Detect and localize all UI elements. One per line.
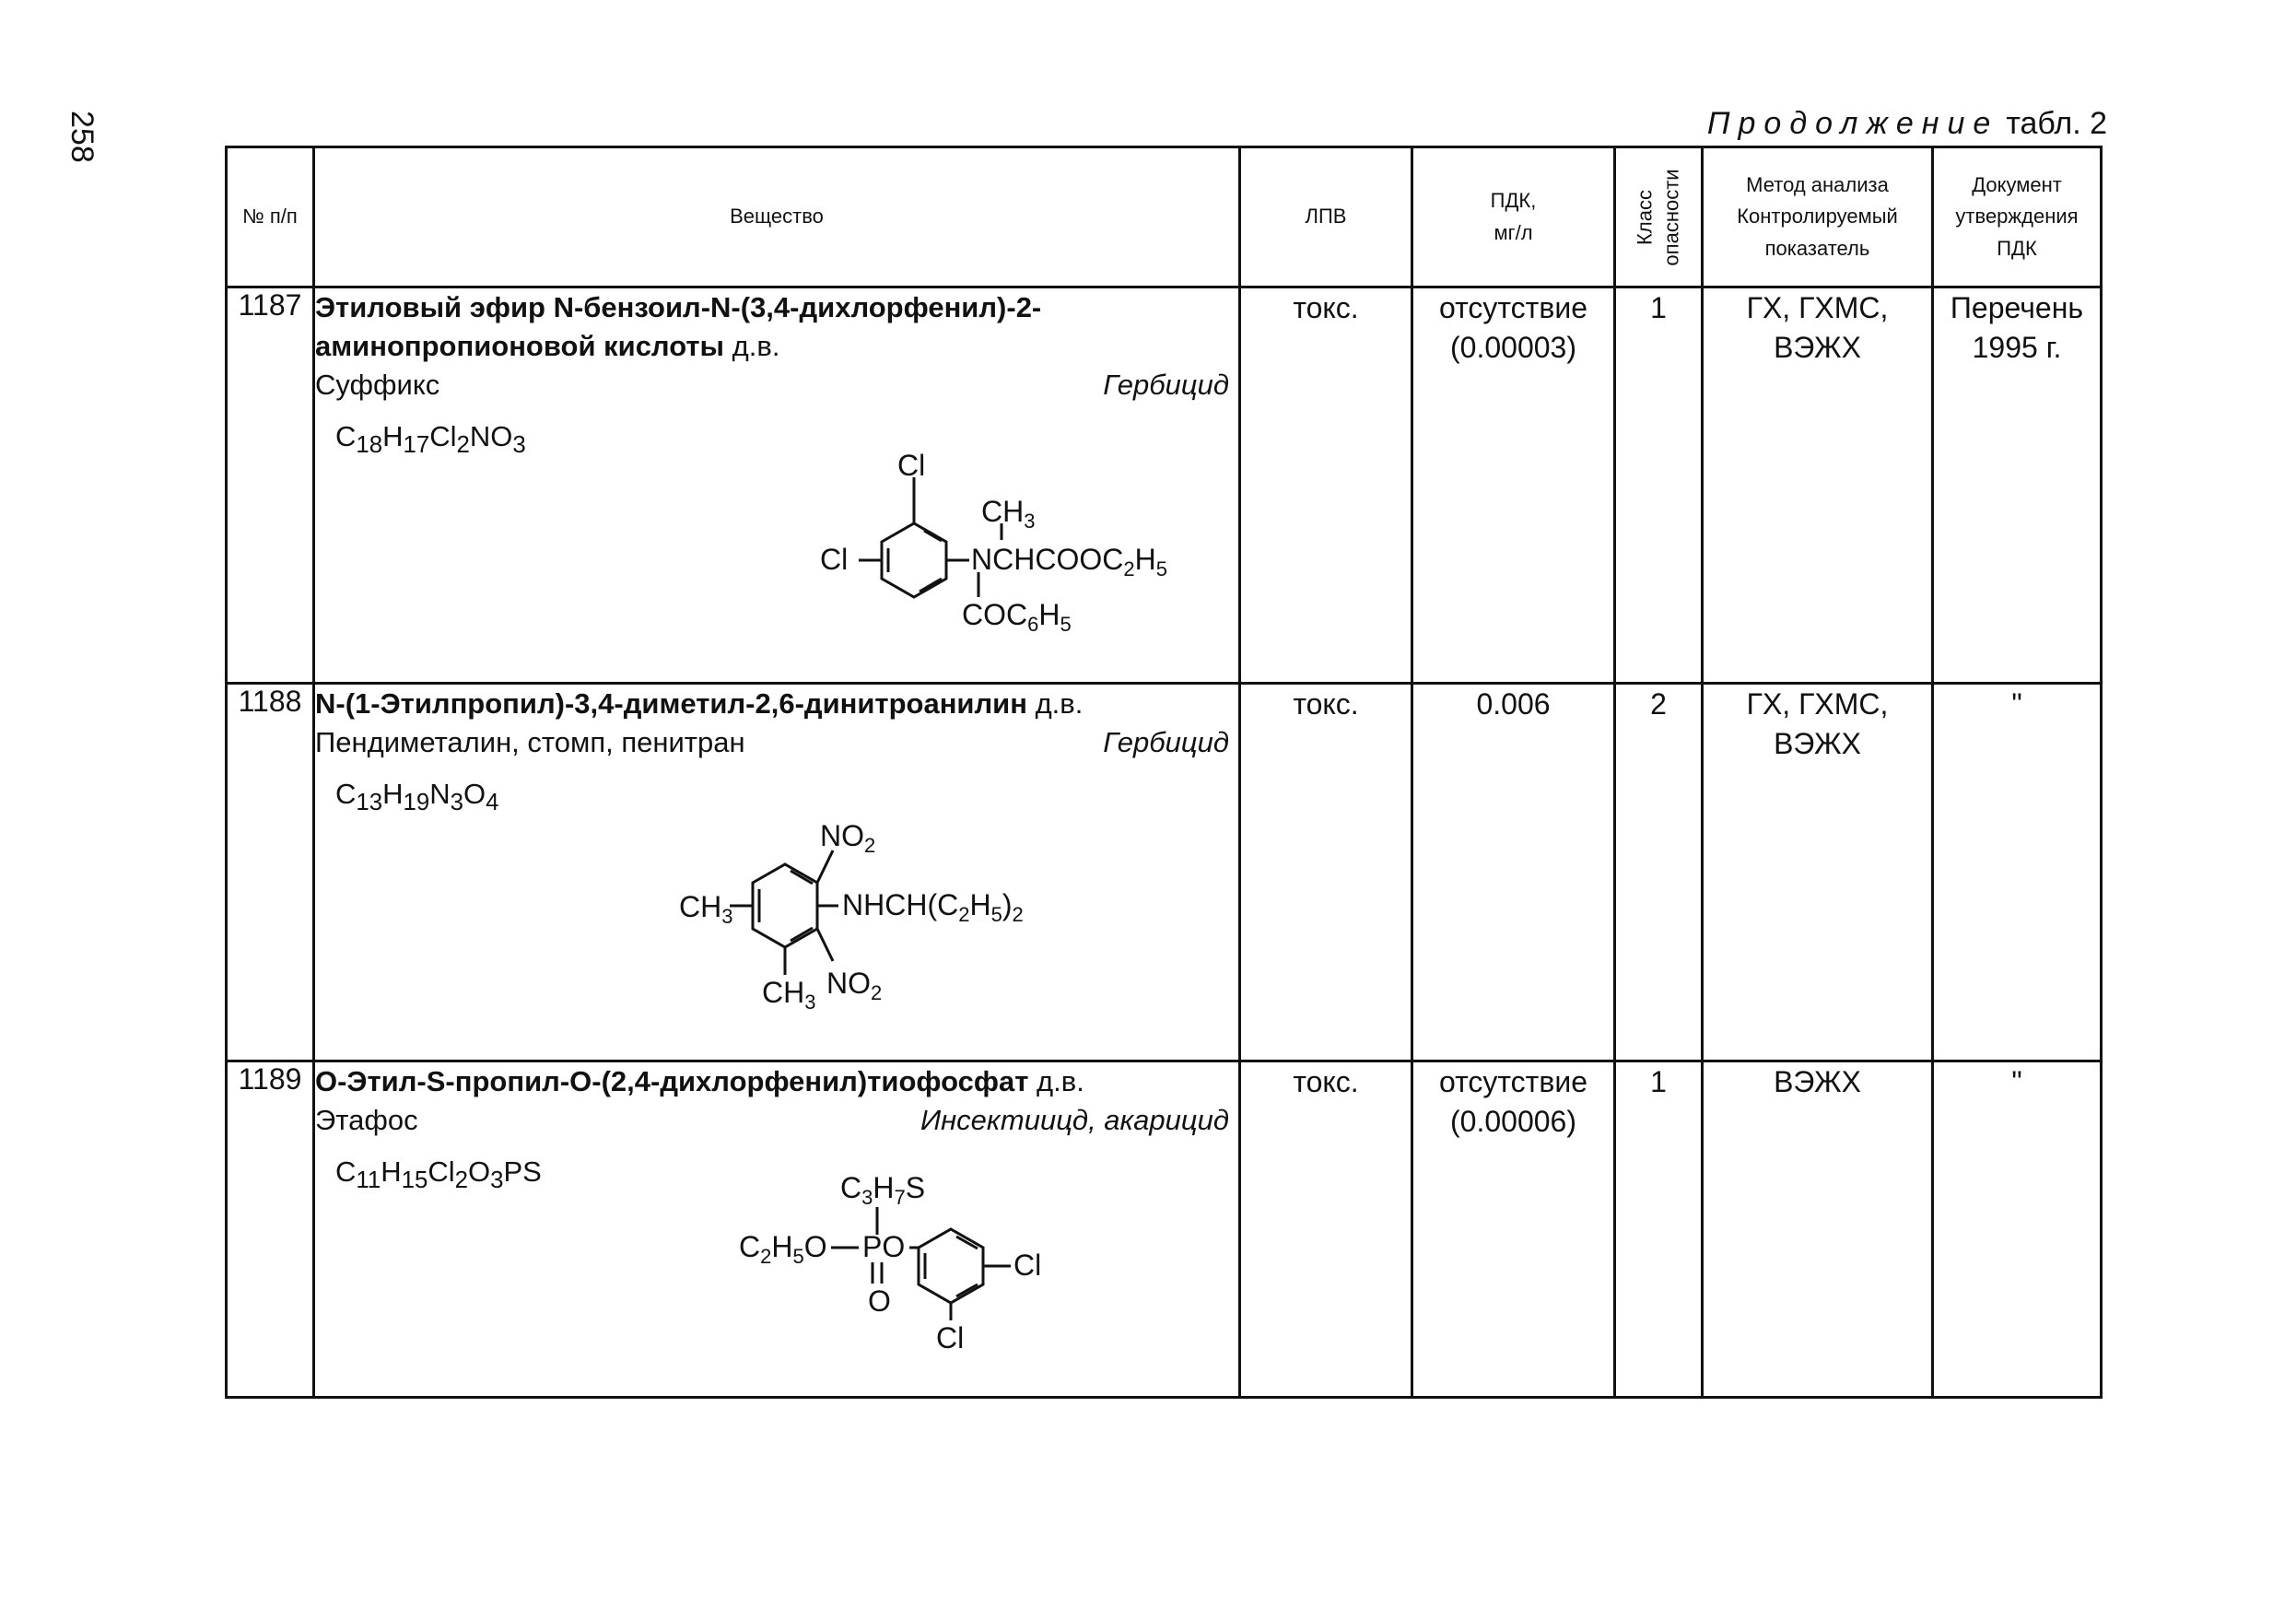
pdk-line2: (0.00003): [1450, 331, 1576, 365]
method-line1: ГХ, ГХМС,: [1746, 687, 1889, 721]
header-doc-line1: Документ: [1972, 173, 2062, 197]
hazard-class: 1: [1615, 1061, 1703, 1398]
row-number: 1188: [227, 684, 314, 1061]
substance-type: д.в.: [1028, 1065, 1084, 1097]
analysis-method: [1703, 684, 1933, 1061]
header-method: [1703, 147, 1933, 287]
pdk-line1: отсутствие: [1438, 1065, 1587, 1098]
pdk-line2: (0.00006): [1450, 1105, 1576, 1139]
substance-cell: [314, 684, 1240, 1061]
substance-name: [315, 288, 1238, 366]
molecular-formula: $C_{13}H_{19}N_3O_4$: [335, 777, 499, 815]
trade-line: [315, 366, 1238, 404]
chemical-name: N-(1-Этилпропил)-3,4-диметил-2,6-динитроанилин: [315, 687, 1027, 720]
chlorine-para: Cl: [1013, 1249, 1042, 1282]
chlorine-ortho: Cl: [936, 1321, 965, 1354]
propylthio-group: $C_3H_7S$: [840, 1171, 926, 1209]
pdk-line1: отсутствие: [1438, 291, 1587, 324]
header-num: № п/п: [227, 147, 314, 287]
nitro-bottom: $NO_2$: [826, 967, 883, 1004]
header-doc-line3: ПДК: [1997, 236, 2037, 260]
approval-document: [1933, 287, 2102, 684]
table-row: [227, 1061, 2102, 1398]
method-line1: ВЭЖХ: [1774, 1065, 1861, 1098]
trade-name: Этафос: [315, 1103, 418, 1136]
usage-type: Инсектиицд, акарицид: [920, 1103, 1229, 1136]
substance-cell: [314, 1061, 1240, 1398]
document-line2: 1995 г.: [1972, 331, 2062, 365]
pdk-value: [1412, 1061, 1615, 1398]
caption-table-ref: табл. 2: [2006, 106, 2107, 141]
structure-1188: [592, 795, 1107, 1044]
header-class: [1615, 147, 1703, 287]
pdk-value: [1412, 684, 1615, 1061]
header-method-line3: показатель: [1764, 236, 1870, 260]
molecular-formula: $C_{11}H_{15}Cl_2O_3PS$: [335, 1155, 542, 1193]
header-lpv: ЛПВ: [1240, 147, 1412, 287]
header-doc-line2: утверждения: [1955, 205, 2079, 229]
analysis-method: [1703, 1061, 1933, 1398]
header-method-line2: Контролируемый: [1737, 205, 1898, 229]
pdk-line1: 0.006: [1476, 687, 1551, 721]
document-line1: ": [2011, 687, 2022, 721]
pdk-value: [1412, 287, 1615, 684]
method-line2: ВЭЖХ: [1774, 727, 1861, 761]
row-number: 1187: [227, 287, 314, 684]
molecular-formula: $C_{18}H_{17}Cl_2NO_3$: [335, 419, 526, 458]
benzoyl-group: $COC_6H_5$: [962, 598, 1072, 636]
table-row: [227, 684, 2102, 1061]
pdk-table: [225, 146, 2103, 1399]
header-pdk-line2: мг/л: [1494, 220, 1533, 244]
document-line1: Перечень: [1950, 291, 2084, 324]
trade-name: Суффикс: [315, 368, 440, 401]
header-pdk: [1412, 147, 1615, 287]
phosphoryl-group: PO: [862, 1230, 906, 1263]
substance-type: д.в.: [1026, 687, 1084, 720]
row-number: 1189: [227, 1061, 314, 1398]
page-number: 258: [64, 111, 100, 163]
trade-line: [315, 1101, 1238, 1140]
method-line1: ГХ, ГХМС,: [1746, 291, 1889, 324]
hazard-class: 2: [1615, 684, 1703, 1061]
structure-1187: [720, 440, 1236, 666]
usage-type: Гербицид: [1103, 725, 1229, 758]
header-row: [227, 147, 2102, 287]
approval-document: [1933, 1061, 2102, 1398]
caption-continuation: Продолжение: [1706, 106, 1999, 141]
methyl-left: $CH_3$: [679, 890, 733, 928]
header-class-line2: опасности: [1659, 168, 1682, 266]
lpv-value: токс.: [1240, 684, 1412, 1061]
trade-name: Пендиметалин, стомп, пенитран: [315, 725, 745, 758]
nitro-top: $NO_2$: [820, 819, 876, 857]
header-document: [1933, 147, 2102, 287]
methyl-group: $CH_3$: [981, 495, 1036, 533]
header-method-line1: Метод анализа: [1746, 173, 1889, 197]
lpv-value: токс.: [1240, 287, 1412, 684]
structure-1189: [739, 1168, 1218, 1394]
trade-line: [315, 723, 1238, 762]
amine-group: $NHCH(C_2H_5)_2$: [842, 888, 1024, 926]
substance-name: [315, 1062, 1238, 1101]
header-substance: Вещество: [314, 147, 1240, 287]
analysis-method: [1703, 287, 1933, 684]
lpv-value: токс.: [1240, 1061, 1412, 1398]
table-caption: [1707, 106, 2107, 142]
method-line2: ВЭЖХ: [1774, 331, 1861, 365]
chlorine-top: Cl: [897, 449, 926, 482]
ethoxy-group: $C_2H_5O$: [739, 1230, 827, 1268]
usage-type: Гербицид: [1103, 368, 1229, 401]
table-row: [227, 287, 2102, 684]
chemical-name: О-Этил-S-пропил-О-(2,4-дихлорфенил)тиофосфат: [315, 1065, 1029, 1097]
oxygen-double-bond: O: [868, 1284, 891, 1318]
substance-type: д.в.: [724, 329, 780, 362]
document-line1: ": [2011, 1065, 2022, 1098]
header-pdk-line1: ПДК,: [1490, 189, 1537, 213]
hazard-class: 1: [1615, 287, 1703, 684]
substance-cell: [314, 287, 1240, 684]
approval-document: [1933, 684, 2102, 1061]
chlorine-left: Cl: [820, 543, 849, 576]
chemical-name: Этиловый эфир N-бензоил-N-(3,4-дихлорфенил)-2-аминопропионовой кислоты: [315, 291, 1042, 362]
header-class-line1: Класс: [1633, 189, 1657, 245]
amide-chain: $NCHCOOC_2H_5$: [971, 543, 1167, 580]
methyl-bottom: $CH_3$: [762, 976, 816, 1014]
substance-name: [315, 685, 1238, 723]
